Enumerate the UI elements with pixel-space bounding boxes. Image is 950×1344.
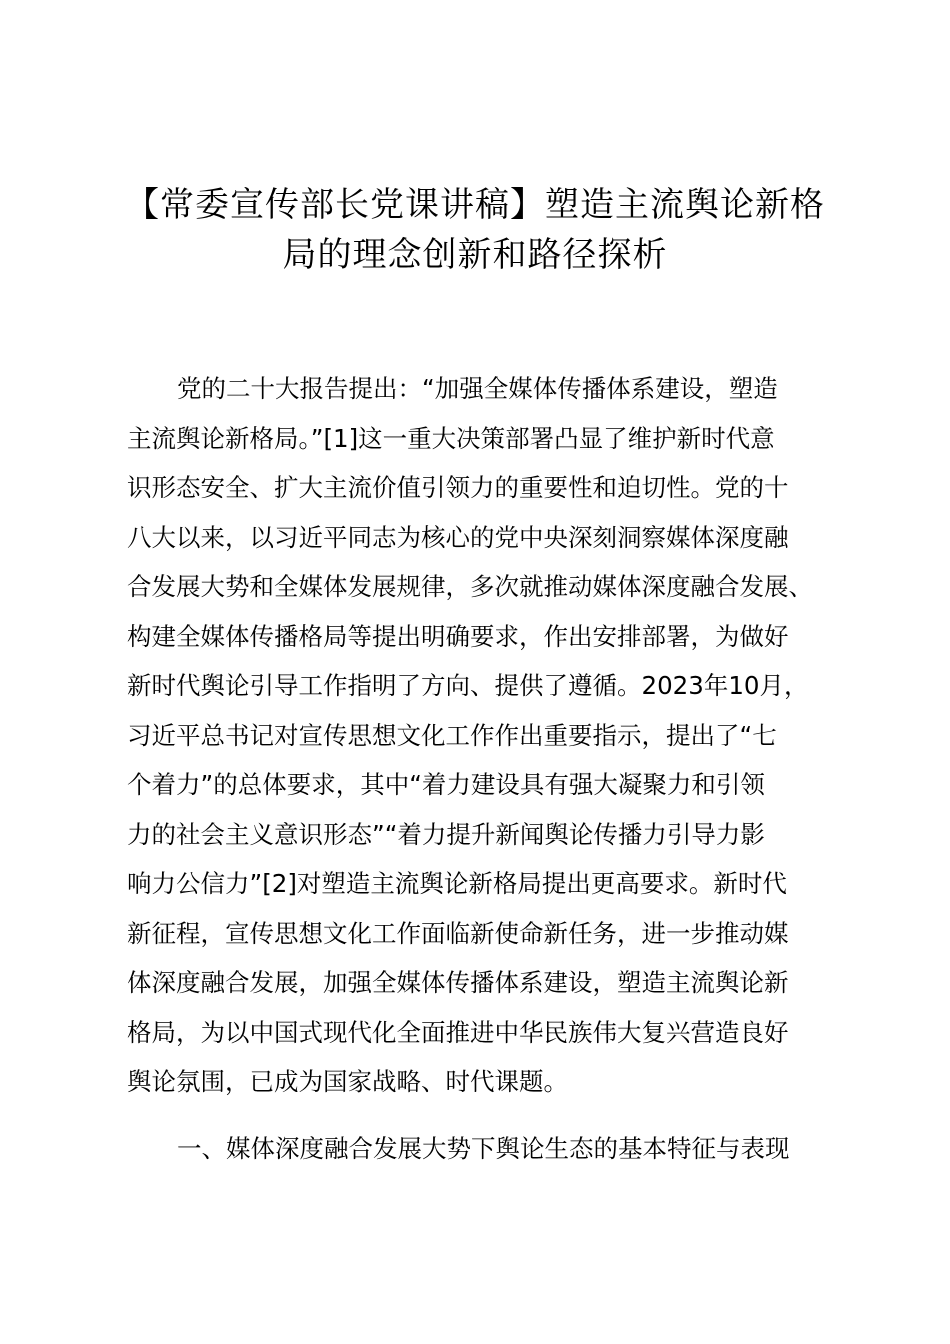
paragraph-line: 主流舆论新格局。”[1]这一重大决策部署凸显了维护新时代意	[127, 423, 775, 453]
section-heading: 一、媒体深度融合发展大势下舆论生态的基本特征与表现	[177, 1134, 790, 1163]
paragraph-line: 格局，为以中国式现代化全面推进中华民族伟大复兴营造良好	[127, 1017, 789, 1047]
paragraph-line: 八大以来，以习近平同志为核心的党中央深刻洞察媒体深度融	[127, 522, 789, 552]
title-line: 局的理念创新和路径探析	[282, 235, 668, 275]
paragraph-line: 体深度融合发展，加强全媒体传播体系建设，塑造主流舆论新	[127, 968, 789, 997]
paragraph-line: 合发展大势和全媒体发展规律，多次就推动媒体深度融合发展、	[127, 572, 813, 601]
paragraph-line: 新征程，宣传思想文化工作面临新使命新任务，进一步推动媒	[127, 918, 789, 948]
paragraph-line: 新时代舆论引导工作指明了方向、提供了遵循。2023年10月，	[127, 671, 809, 700]
paragraph-line: 舆论氛围，已成为国家战略、时代课题。	[127, 1067, 568, 1096]
paragraph-line: 构建全媒体传播格局等提出明确要求，作出安排部署，为做好	[127, 621, 789, 651]
document-title	[100, 180, 850, 280]
title-line: 【常委宣传部长党课讲稿】塑造主流舆论新格	[125, 185, 825, 225]
paragraph-line: 党的二十大报告提出：“加强全媒体传播体系建设，塑造	[177, 374, 778, 403]
paragraph-line: 个着力”的总体要求，其中“着力建设具有强大凝聚力和引领	[127, 770, 765, 799]
paragraph-line: 习近平总书记对宣传思想文化工作作出重要指示，提出了“七	[127, 720, 777, 750]
paragraph-line: 力的社会主义意识形态”“着力提升新闻舆论传播力引导力影	[127, 819, 765, 849]
paragraph-line: 识形态安全、扩大主流价值引领力的重要性和迫切性。党的十	[127, 473, 789, 502]
paragraph-line: 响力公信力”[2]对塑造主流舆论新格局提出更高要求。新时代	[127, 869, 787, 898]
intro-paragraph	[127, 364, 857, 1107]
